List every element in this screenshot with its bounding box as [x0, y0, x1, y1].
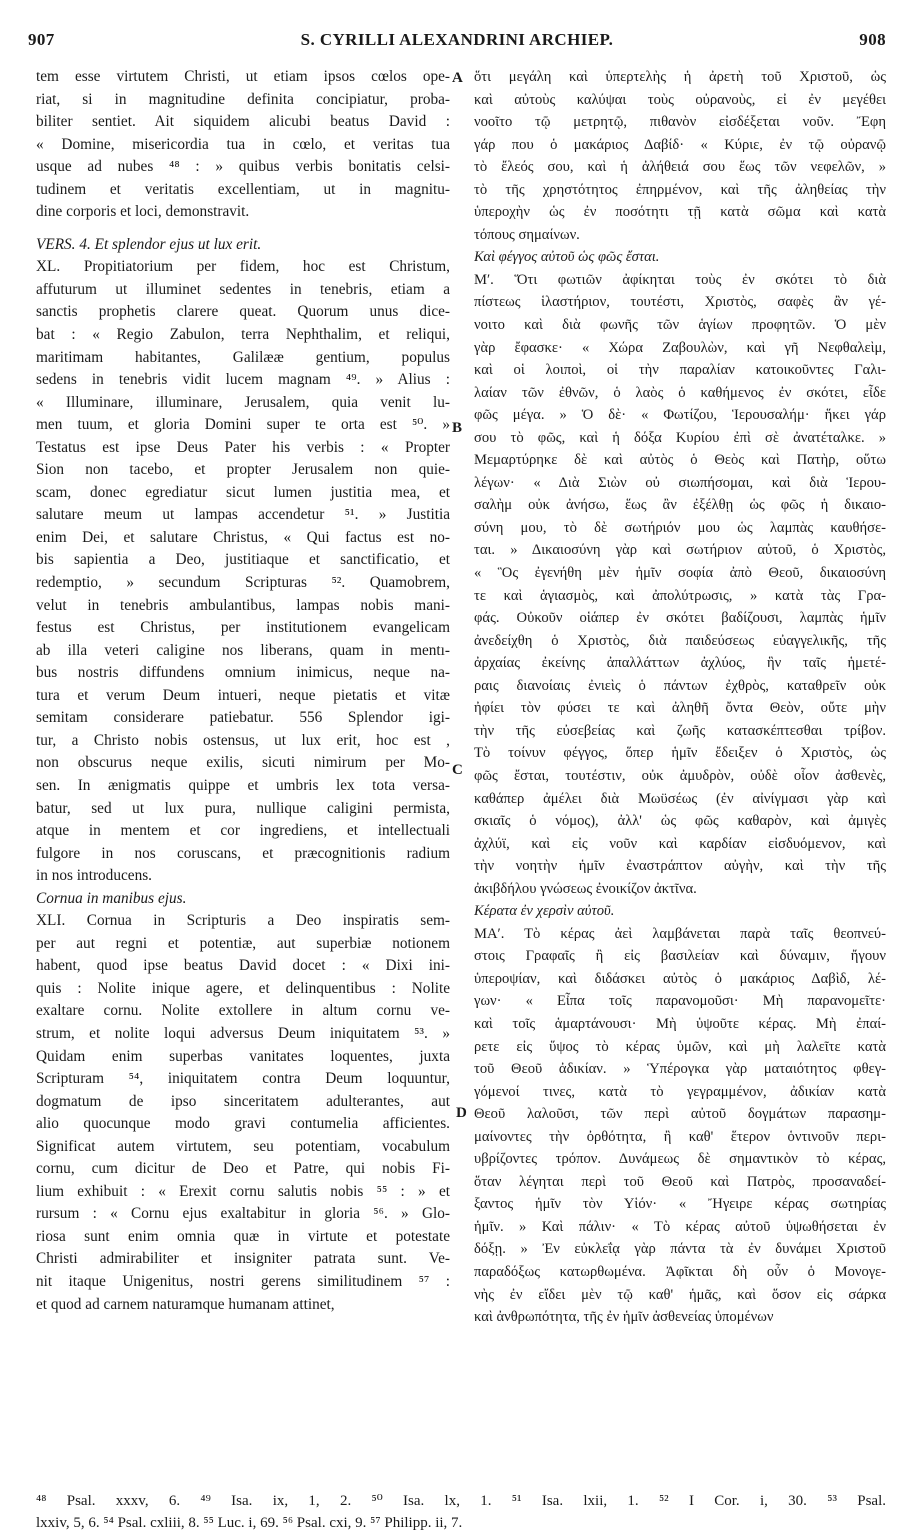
footnote-line: ⁴⁸ Psal. xxxv, 6. ⁴⁹ Isa. ix, 1, 2. ⁵⁰ Isa. lx, 1. ⁵¹ Isa. lxii, 1. ⁵² I Cor. i, 30. ⁵³ Psal. — [36, 1493, 886, 1509]
text-line: bis sapientia a Deo, justitiaque et sanctificatio, et — [36, 551, 450, 569]
text-line: μαίνοντες τὴν ὀρθότητα, ἢ καθ' ἕτερον ὁντινοῦν περι- — [474, 1128, 886, 1145]
text-line: festus est Christus, per institutionem evangelicam — [36, 619, 450, 637]
text-line: ἀχλύϊ, καὶ εἰς νοῦν καὶ καρδίαν εἰσδυόμενον, καὶ — [474, 835, 886, 852]
text-line: sanctis prophetis clarere queat. Quorum unus dice- — [36, 303, 450, 321]
text-line: ΜΑʹ. Τὸ κέρας ἀεὶ λαμβάνεται παρὰ ταῖς θεοπνεύ- — [474, 925, 886, 942]
text-line: nit itaque Unigenitus, nostri gerens similitudinem ⁵⁷ : — [36, 1272, 450, 1290]
text-line: καὶ τοῖς ἁμαρτάνουσι· Μὴ ὑψοῦτε κέρας. Μὴ ἐπαί- — [474, 1015, 886, 1032]
text-line: affuturum ut illuminet sedentes in tenebris, etiam a — [36, 280, 450, 298]
text-line: ραις διανοίαις ἐνιεὶς ὁ πάντων ἐχθρὸς, καταθρεῖν οὐκ — [474, 677, 886, 694]
page-header — [28, 30, 886, 56]
text-line: per aut regni et potentiæ, aut superbiæ notionem — [36, 934, 450, 952]
text-line: Κέρατα ἐν χερσὶν αὐτοῦ. — [474, 903, 615, 920]
text-line: scam, donec egrediatur sicut lumen justitia mea, et — [36, 483, 450, 501]
text-line: Μʹ. Ὅτι φωτιῶν ἀφίκηται τοὺς ἐν σκότει τὸ διὰ — [474, 271, 886, 288]
text-line: Significat autem virtutem, seu potentiam, vocabulum — [36, 1137, 450, 1155]
text-line: σαλὴμ οὐκ ἀνήσω, ἕως ἂν ἐξέλθῃ ὡς φῶς ἡ δικαιο- — [474, 497, 886, 514]
text-line: νοιτο καὶ διὰ φωνῆς τῶν ἁγίων προφητῶν. Ὁ μὲν — [474, 317, 886, 334]
text-line: ὅταν λέγηται περὶ τοῦ Θεοῦ καὶ Πατρὸς, προσαναδεί- — [474, 1173, 886, 1190]
text-line: νοοῖτο τῷ μετρητῷ, πιθανὸν εἰσδέξεται νοῦν. Ἔφη — [474, 114, 886, 131]
text-line: men tuum, et gloria Domini super te orta est ⁵⁰. » — [36, 416, 450, 434]
text-line: alio quocunque modo gravi contumelia afficientes. — [36, 1115, 450, 1133]
text-line: enim Dei, et salutare Christus, « Qui factus est no- — [36, 528, 450, 546]
text-line: τὴν τῆς εὐσεβείας καὶ ζωῆς κατασκέπτεσθαι τρίβον. — [474, 722, 886, 739]
text-line: τὸ ἔλεός σου, καὶ ἡ ἀλήθειά σου ἕως τῶν νεφελῶν, » — [474, 159, 886, 176]
text-line: Cornua in manibus ejus. — [36, 889, 187, 907]
text-line: « Illuminare, illuminare, Jerusalem, quia venit lu- — [36, 393, 450, 411]
text-line: στοις Γραφαῖς ἢ εἰς βασιλείαν καὶ δύναμιν, ἤγουν — [474, 948, 886, 965]
text-line: καὶ αὐτοὺς καλύψαι τοὺς οὐρανοὺς, εἰ ἐν μεγέθει — [474, 91, 886, 108]
text-line: dine corporis et loci, demonstravit. — [36, 203, 250, 221]
text-line: καὶ οἱ λοιποὶ, οἱ τὴν παραλίαν κατοικοῦντες Γαλι- — [474, 362, 886, 379]
text-line: salutare meum ut lampas accendetur ⁵¹. » Justitia — [36, 506, 450, 524]
text-line: σκιαῖς ὁ νόμος), ἀλλ' ὡς φῶς καθαρὸν, καὶ ἀμιγὲς — [474, 813, 886, 830]
text-line: Christi admirabiliter et insigniter patrata sunt. Ve- — [36, 1250, 450, 1268]
text-line: riosa sunt enim omnia quæ in virtute et potestate — [36, 1227, 450, 1245]
text-line: tura et verum Deum intueri, neque pietatis et vitæ — [36, 686, 450, 704]
text-line: πίστεως ἱλαστήριον, τουτέστι, Χριστὸς, σαφὲς ἂν γέ- — [474, 294, 886, 311]
text-line: fulgore in nos coruscans, et præcognitionis radium — [36, 844, 450, 862]
text-line: ἀρχαίας ἐκείνης ἀπαλλάττων ἀχλύος, ἣν ταῖς ἡμετέ- — [474, 655, 886, 672]
text-line: Τὸ τοίνυν φέγγος, ὅπερ ἡμῖν ἔδειξεν ὁ Χριστὸς, ὡς — [474, 745, 886, 762]
text-line: σου τὸ φῶς, καὶ ἡ δόξα Κυρίου ἐπὶ σὲ ἀνατέταλκε. » — [474, 429, 886, 446]
text-line: « Domine, misericordia tua in cœlo, et veritas tua — [36, 135, 450, 153]
text-line: Scripturam ⁵⁴, iniquitatem contra Deum loquuntur, — [36, 1070, 450, 1088]
text-line: XL. Propitiatorium per fidem, hoc est Christum, — [36, 258, 450, 276]
text-line: maritimam habitantes, Galilææ gentium, populus — [36, 348, 450, 366]
text-line: VERS. 4. Et splendor ejus ut lux erit. — [36, 235, 262, 253]
text-line: δόξῃ. » Ἐν εὐκλεΐᾳ γὰρ πάντα τὰ ἐν δυνάμει Χριστοῦ — [474, 1241, 886, 1258]
text-line: riat, si in magnitudine definita concipiatur, proba- — [36, 90, 450, 108]
text-line: υβρίζοντες τρόπον. Δυνάμεως δὲ σημαντικὸν τὸ κέρας, — [474, 1151, 886, 1168]
text-line: Testatus est ipse Deus Pater his verbis : « Propter — [36, 438, 450, 456]
text-line: ἀκιβδήλου γνώσεως ἐνοικίζον ἀκτῖνα. — [474, 880, 697, 897]
text-line: Μεμαρτύρηκε δὲ καὶ αὐτὸς ὁ Θεὸς καὶ Πατὴρ, οὕτω — [474, 452, 886, 469]
text-line: σύνη μου, τὸ δὲ σωτήριόν μου ὡς λαμπὰς καυθήσε- — [474, 519, 886, 536]
text-line: ἀνεδείχθη ὁ Χριστὸς, διὰ παιδεύσεως εὐαγγελικῆς, τῆς — [474, 632, 886, 649]
text-line: « Ὃς ἐγενήθη μὲν ἡμῖν σοφία ἀπὸ Θεοῦ, δικαιοσύνη — [474, 565, 886, 582]
text-line: λέγων· « Διὰ Σιὼν οὐ σιωπήσομαι, καὶ διὰ Ἱερου- — [474, 474, 886, 491]
text-line: bus nostris diffundens omnium inimicus, neque na- — [36, 664, 450, 682]
text-line: ρετε εἰς ὕψος τὸ κέρας ὑμῶν, καὶ μὴ λαλεῖτε κατὰ — [474, 1038, 886, 1055]
text-line: tur, a Christo nobis ostensus, ut lux erit, hoc est , — [36, 731, 450, 749]
text-line: XLI. Cornua in Scripturis a Deo inspiratis sem- — [36, 912, 450, 930]
text-line: batur, sed ut lux pura, nullique caligini permista, — [36, 799, 450, 817]
text-line: lium exhibuit : « Erexit cornu salutis nobis ⁵⁵ : » et — [36, 1182, 450, 1200]
text-line: non obscurus neque exilis, sicuti nimirum per Mo- — [36, 754, 450, 772]
text-line: γων· « Εἶπα τοῖς παρανομοῦσι· Μὴ παρανομεῖτε· — [474, 993, 886, 1010]
text-line: tudinem et veritatis excellentiam, ut in magnitu- — [36, 180, 450, 198]
text-line: τοῦ Θεοῦ ἀδικίαν. » Ὑπέρογκα γὰρ ματαιότητος φθεγ- — [474, 1061, 886, 1078]
text-line: sedens in tenebris vidit lucem magnam ⁴⁹. » Alius : — [36, 371, 450, 389]
footnotes — [36, 1490, 886, 1534]
text-line: dogmatum de ipso sinceritatem adulterantes, aut — [36, 1092, 450, 1110]
page-number-right: 908 — [859, 30, 886, 49]
text-line: ἠφίει τὸν φύσει τε καὶ ἀληθῆ ὄντα Θεὸν, οὔτε μὴν — [474, 700, 886, 717]
text-line: ab illa veteri caligine nos liberans, quam in mentı- — [36, 641, 450, 659]
text-line: φῶς μέγα. » Ὁ δὲ· « Φωτίζου, Ἱερουσαλήμ· ἥκει γάρ — [474, 407, 886, 424]
text-line — [36, 224, 450, 234]
text-line: sen. In ænigmatis quippe et umbris lex tota versa- — [36, 776, 450, 794]
text-line: γάρ που ὁ μακάριος Δαβίδ· « Κύριε, ἐν τῷ οὐρανῷ — [474, 136, 886, 153]
text-line: Καὶ φέγγος αὐτοῦ ὡς φῶς ἔσται. — [474, 249, 660, 266]
text-line: ὅτι μεγάλη καὶ ὑπερτελὴς ἡ ἀρετὴ τοῦ Χριστοῦ, ὡς — [474, 69, 886, 85]
text-line: ται. » Δικαιοσύνη γὰρ καὶ σωτήριον αὐτοῦ, ὁ Χριστὸς, — [474, 542, 886, 559]
text-line: φῶς ἔσται, τουτέστιν, οὐκ ἀμυδρὸν, οὐδὲ οἷον ἀσθενὲς, — [474, 767, 886, 784]
text-line: in nos introducens. — [36, 867, 152, 885]
text-line: biliter sentiet. Ait siquidem alicubi beatus David : — [36, 113, 450, 131]
text-line: Quidam enim superbas vanitates loquentes, juxta — [36, 1047, 450, 1065]
margin-letter-a: A — [452, 70, 463, 86]
text-line: strum, et nolite loqui adversus Deum iniquitatem ⁵³. » — [36, 1024, 450, 1042]
text-line: τε καὶ ἁγιασμὸς, καὶ ἀπολύτρωσις, » κατὰ τὰς Γρα- — [474, 587, 886, 604]
text-line: habent, quod ipse beatus David docet : « Dixi ini- — [36, 957, 450, 975]
text-line: usque ad nubes ⁴⁸ : » quibus verbis bonitatis celsi- — [36, 158, 450, 176]
page-number-left: 907 — [28, 30, 55, 49]
latin-column — [36, 66, 450, 1316]
text-line: cornu, cum dicitur de Deo et Patre, qui nobis Fi- — [36, 1160, 450, 1178]
margin-letter-d: D — [456, 1105, 467, 1121]
text-line: καὶ ἀνθρωπότητα, τῆς ἐν ἡμῖν ἀσθενείας ὑπομένων — [474, 1309, 774, 1326]
text-line: velut in tenebris ambulantibus, lampas nobis mani- — [36, 596, 450, 614]
text-line: ὑπεροψίαν, καὶ διδάσκει αὐτὸς ὁ μακάριος Δαβὶδ, λέ- — [474, 970, 886, 987]
text-line: τόπους σημαίνων. — [474, 226, 580, 243]
text-line: γόμενοί τινες, κατὰ τὸ γεγραμμένον, ἀδικίαν κατὰ — [474, 1083, 886, 1100]
text-line: νὴς ἐν εἴδει μὲν τῷ καθ' ἡμᾶς, καὶ ὅσον εἰς σάρκα — [474, 1286, 886, 1303]
text-line: λαίαν τῶν ἐθνῶν, ὁ λαὸς ὁ καθήμενος ἐν σκότει, εἶδε — [474, 384, 886, 401]
margin-letter-b: B — [452, 420, 463, 436]
text-line: exaltare cornu. Nolite extollere in altum cornu ve- — [36, 1002, 450, 1020]
text-line: quis : Nolite inique agere, et delinquentibus : Nolite — [36, 979, 450, 997]
text-line: semitam considerare patiebatur. 556 Splendor igi- — [36, 709, 450, 727]
text-line: tem esse virtutem Christi, ut etiam ipsos cœlos ope- — [36, 68, 450, 85]
text-line: Θεοῦ λαλοῦσι, τῶν περὶ αὐτοῦ δογμάτων παρασημ- — [474, 1106, 886, 1123]
margin-letter-c: C — [452, 762, 463, 778]
text-line: rursum : « Cornu ejus exaltabitur in gloria ⁵⁶. » Glo- — [36, 1205, 450, 1223]
text-line: redemptio, » secundum Scripturas ⁵². Quamobrem, — [36, 574, 450, 592]
running-title: S. CYRILLI ALEXANDRINI ARCHIEP. — [300, 30, 614, 49]
text-line: γὰρ ἔφασκε· « Χώρα Ζαβουλὼν, καὶ γῆ Νεφθαλεὶμ, — [474, 339, 886, 356]
footnote-line: lxxiv, 5, 6. ⁵⁴ Psal. cxliii, 8. ⁵⁵ Luc. i, 69. ⁵⁶ Psal. cxi, 9. ⁵⁷ Philipp. ii, 7. — [36, 1515, 463, 1531]
text-line: Sion non tacebo, et propter Jerusalem non quie- — [36, 461, 450, 479]
text-line: ὑπεροχὴν ὡς ἐν ποσότητι τῇ κατὰ σῶμα καὶ κατὰ — [474, 204, 886, 221]
text-line: bat : « Regio Zabulon, terra Nephthalim, et reliqui, — [36, 326, 450, 344]
text-line: καθάπερ ἀμέλει διὰ Μωϋσέως (ἐν αἰνίγμασι γὰρ καὶ — [474, 790, 886, 807]
text-line: τὴν νοητὴν ἡμῖν ἐναστράπτον αὐγὴν, καὶ τὴν τῆς — [474, 858, 886, 875]
text-line: φάς. Οὐκοῦν οἱάπερ ἐν σκότει βαδίζουσι, λαμπὰς ἡμῖν — [474, 610, 886, 627]
text-line: ξαντος ἡμῖν τὸν Υἱόν· « Ἤγειρε κέρας σωτηρίας — [474, 1196, 886, 1213]
text-line: τὸ τῆς χρηστότητος ἐπηρμένον, καὶ τῆς ἀληθείας τὴν — [474, 181, 886, 198]
text-line: ἡμῖν. » Καὶ πάλιν· « Τὸ κέρας αὐτοῦ ὑψωθήσεται ἐν — [474, 1218, 886, 1235]
text-line: et quod ad carnem naturamque humanam attinet, — [36, 1295, 335, 1313]
text-line: atque in mentem et cor ingrediens, et intellectuali — [36, 822, 450, 840]
text-line: παραδόξως κατωρθωμένα. Ἀφῖκται δὴ οὖν ὁ Μονογε- — [474, 1263, 886, 1280]
greek-column — [474, 66, 886, 1329]
